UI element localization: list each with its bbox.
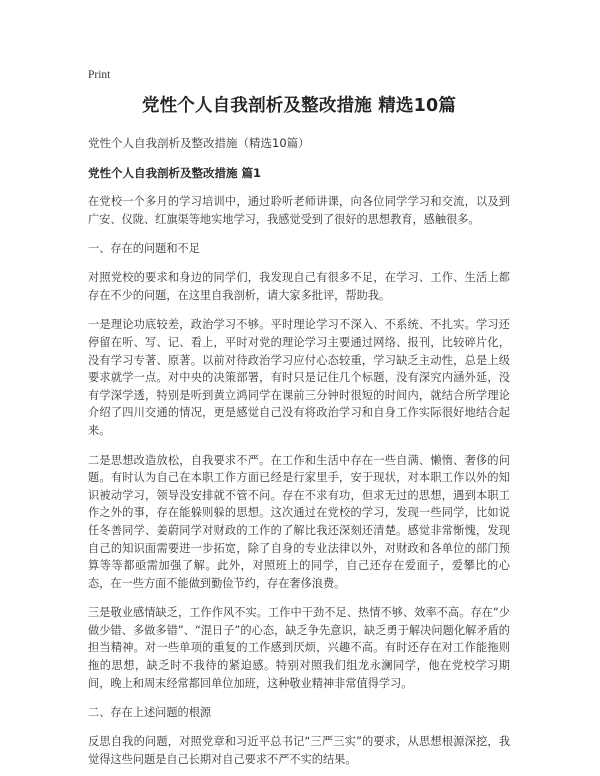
paragraph-self-discipline: 二是思想改造放松，自我要求不严。在工作和生活中存在一些自满、懒惰、奢侈的问题。有时认为自己在本职工作方面已经是行家里手，安于现状，对本职工作以外的知识被动学习，领导没安排就不管不问。存在不求有功，但求无过的思想，遇到本职工作之外的事，存在能躲则躲的思想。这次通过在党校的学习，发现一些同学，比如说任冬善同学、姜蔚同学对财政的工作的了解比我还深刻还清楚。感觉非常惭愧，发现自己的知识面需要进一步拓宽，除了自身的专业法律以外，对财政和各单位的部门预算等等都亟需加强了解。此外，对照班上的同学，自己还存在爱面子，爱攀比的心态，在一些方面不能做到勤俭节约，存在奢侈浪费。 (88, 453, 510, 590)
paragraph-reflection: 反思自我的问题，对照党章和习近平总书记“三严三实”的要求，从思想根源深挖，我觉得这些问题是自己长期对自己要求不严不实的结果。 (88, 735, 510, 766)
document-subtitle: 党性个人自我剖析及整改措施（精选10篇） (88, 136, 310, 150)
page-title: 党性个人自我剖析及整改措施 精选10篇 (141, 96, 457, 116)
paragraph-theory-study: 一是理论功底较差，政治学习不够。平时理论学习不深入、不系统、不扎实。学习还停留在听、写、记、看上，平时对党的理论学习主要通过网络、报刊，比较碎片化，没有学习专著、原著。以前对待政治学习应付心态较重，学习缺乏主动性，总是上级要求就学一点。对中央的决策部署，有时只是记住几个标题，没有深究内涵外延，没有学深学透，特别是听到黄立鸿同学在课前三分钟时很短的时间内，就结合所学理论介绍了四川交通的情况，更是感觉自己没有将政治学习和自身工作实际很好地结合起来。 (88, 318, 510, 437)
heading-problems: 一、存在的问题和不足 (88, 242, 200, 256)
section-title: 党性个人自我剖析及整改措施 篇1 (88, 166, 262, 180)
paragraph-work-style: 三是敬业感情缺乏，工作作风不实。工作中干劲不足、热情不够、效率不高。存在“少做少错、多做多错”、“混日子”的心态，缺乏争先意识，缺乏勇于解决问题化解矛盾的担当精神。对一些单项的重复的工作感到厌烦，兴趣不高。有时还存在对工作能拖则拖的思想，缺乏时不我待的紧迫感。特别对照我们组龙永澜同学，他在党校学习期间，晚上和周末经常都回单位加班，这种敬业精神非常值得学习。 (88, 606, 510, 690)
print-link[interactable]: Print (88, 69, 111, 81)
heading-root-causes: 二、存在上述问题的根源 (88, 706, 212, 720)
paragraph-self-review: 对照党校的要求和身边的同学们，我发现自己有很多不足，在学习、工作、生活上都存在不少的问题，在这里自我剖析，请大家多批评，帮助我。 (88, 271, 510, 302)
intro-paragraph: 在党校一个多月的学习培训中，通过聆听老师讲课，向各位同学学习和交流，以及到广安、仪陇、红旗渠等地实地学习，我感觉受到了很好的思想教育，感触很多。 (88, 195, 510, 226)
